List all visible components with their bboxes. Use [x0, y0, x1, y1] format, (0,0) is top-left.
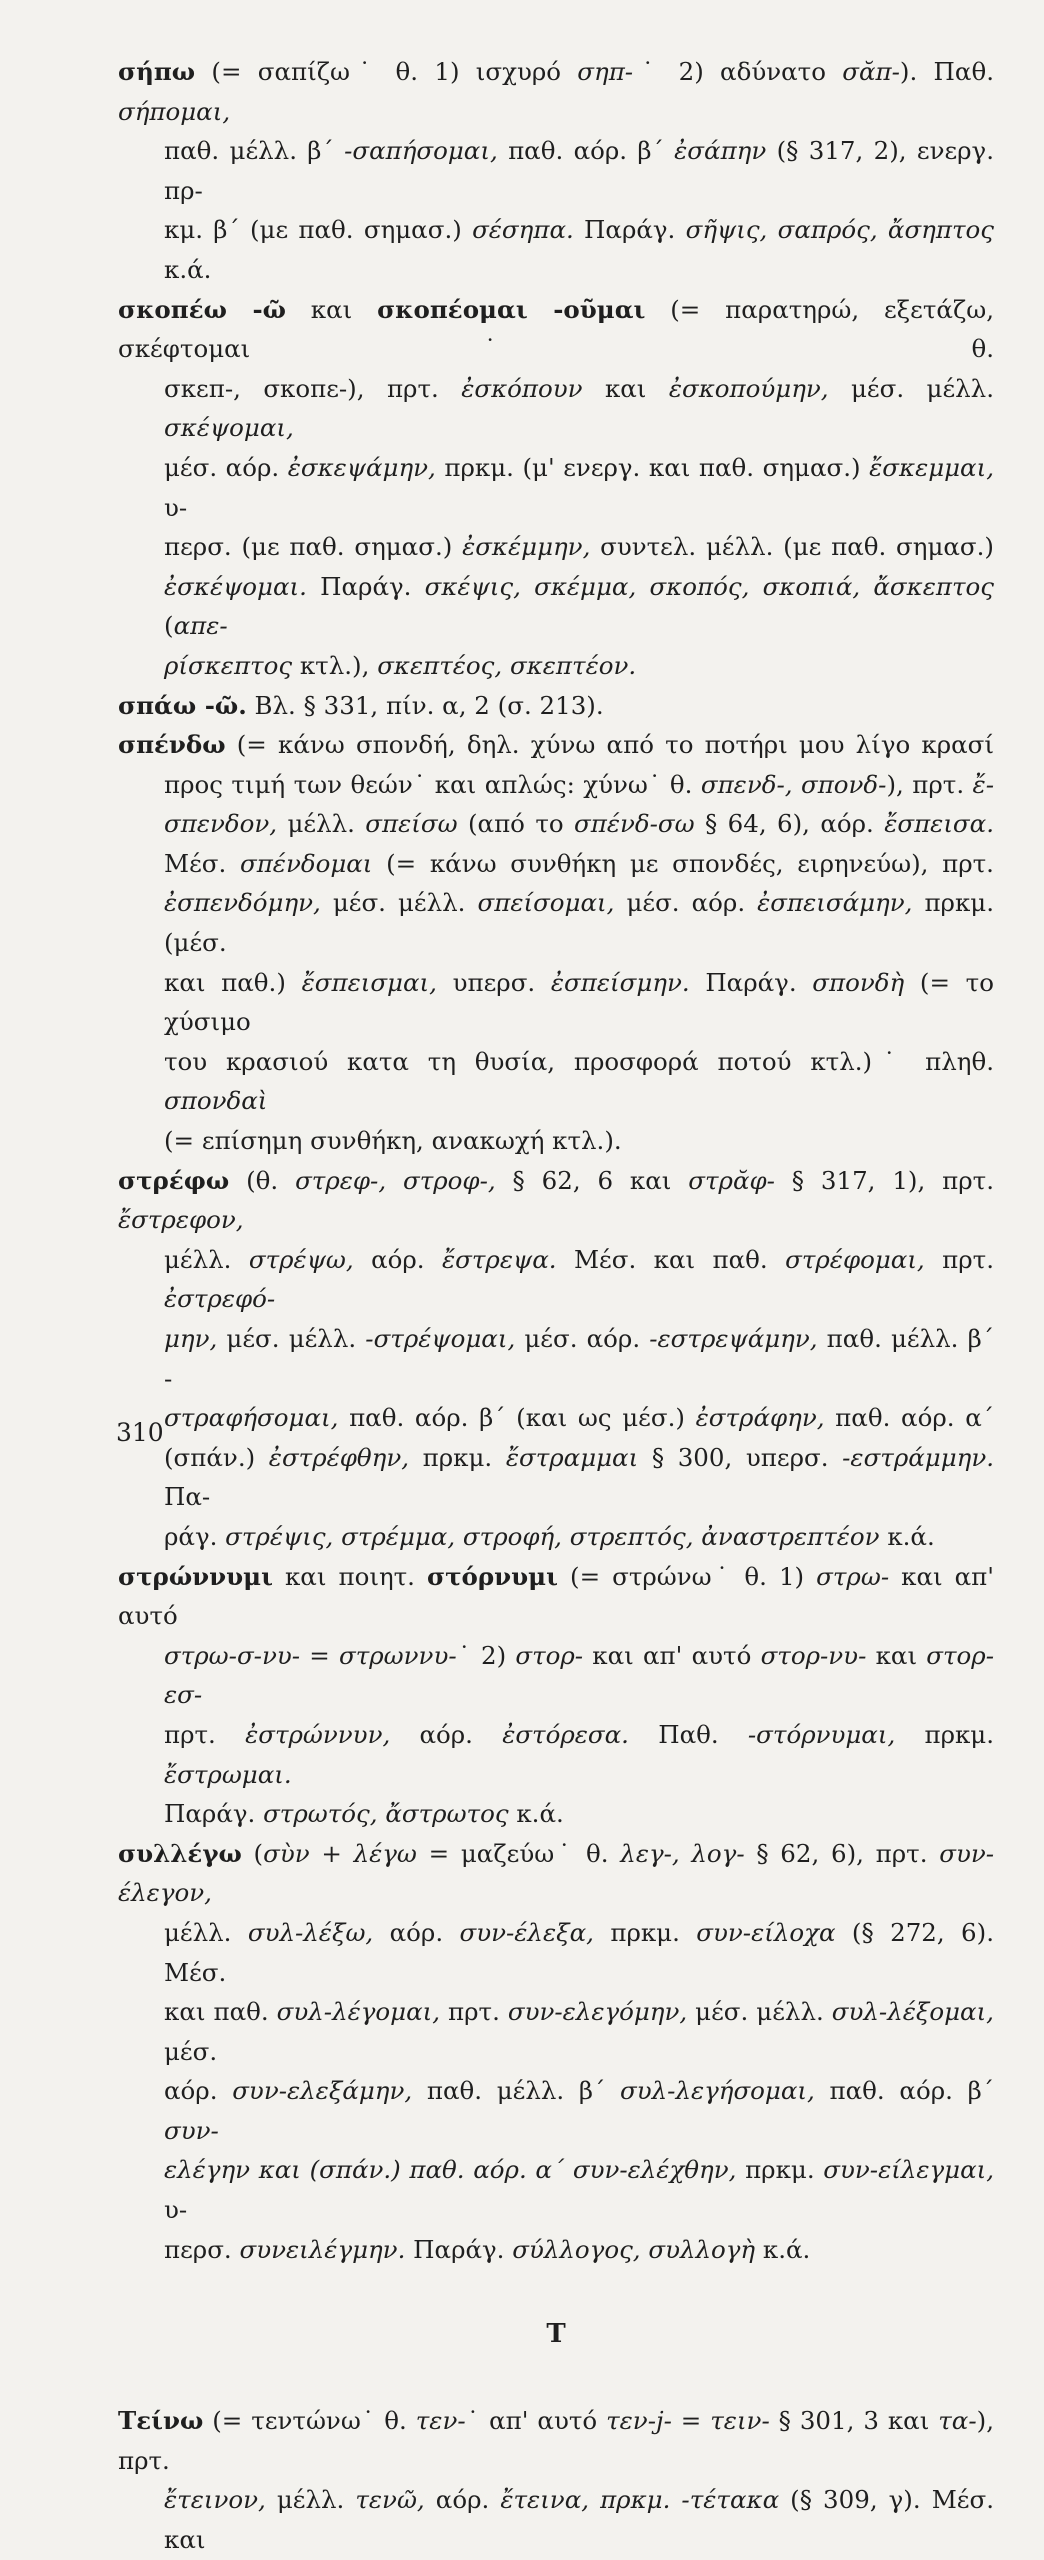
dictionary-entry — [118, 1834, 994, 2270]
entry-text: (§ 272, 6). Μέσ. — [164, 1917, 994, 1987]
entry-text: πρτ. — [440, 1997, 508, 2027]
entry-text: αόρ. — [353, 1244, 442, 1274]
entry-text: μέσ. αόρ. — [515, 1324, 650, 1353]
italic-form: -σαπήσομαι, — [344, 136, 498, 166]
italic-form: συν-ελεγόμην, — [507, 1997, 688, 2027]
entry-text: (§ 317, 2), ενεργ. πρ- — [164, 136, 994, 205]
entry-line — [118, 1517, 994, 1557]
entry-text: κτλ.), — [292, 650, 378, 680]
italic-form: ἔτεινα, πρκμ. -τέτακα — [500, 2485, 780, 2515]
italic-form: ἐσκοπούμην, — [668, 373, 829, 403]
entry-text: μέσ. μέλλ. — [320, 888, 478, 918]
entry-text: και απ' αυτό — [118, 1561, 995, 1631]
entry-line — [118, 844, 994, 884]
dictionary-entry — [118, 1161, 994, 1557]
dictionary-entry — [118, 2401, 994, 2559]
entry-line — [118, 369, 994, 448]
italic-form: ἔστραμμαι — [505, 1442, 639, 1472]
entry-text: ( — [241, 1838, 264, 1868]
italic-form: σπενδ-, σπονδ- — [700, 769, 887, 799]
headword: συλλέγω — [118, 1838, 242, 1868]
entry-text: Μέσ. — [164, 848, 240, 878]
entry-text: κμ. β΄ (με παθ. σημασ.) — [164, 215, 473, 245]
italic-form: συν-έλεγον, — [118, 1838, 995, 1908]
dictionary-entry — [118, 686, 994, 726]
italic-form: ἐσάπην — [674, 136, 767, 166]
entry-text: παθ. αόρ. β΄ — [497, 136, 675, 166]
entry-text: § 300, υπερσ. — [638, 1442, 843, 1472]
entry-text: και — [866, 1640, 927, 1670]
italic-form: στρέψις, στρέμμα, στροφή, στρεπτός, ἀναστρεπτέον — [225, 1521, 880, 1551]
entry-text: μέσ. μέλλ. — [828, 373, 994, 403]
italic-form: ἐσκέψομαι. — [164, 571, 307, 601]
entry-text: (= παρατηρώ, εξετάζω, σκέφτομαι˙ θ. — [118, 294, 994, 364]
entry-text: κ.ά. — [164, 254, 212, 284]
entry-text: (= το χύσιμο — [164, 967, 994, 1037]
headword: σκοπέομαι -οῦμαι — [377, 294, 646, 324]
entry-text: και ποιητ. — [272, 1561, 427, 1591]
entry-text: (= επίσημη συνθήκη, ανακωχή κτλ.). — [164, 1126, 622, 1156]
entry-text: (= στρώνω˙ θ. 1) — [557, 1561, 817, 1591]
entry-text: Παράγ. — [689, 967, 813, 997]
italic-form: -εστράμμην. — [842, 1442, 994, 1472]
entry-line — [118, 131, 994, 210]
italic-form: στρᾰφ- — [688, 1165, 775, 1195]
entry-line — [118, 1042, 994, 1121]
entry-text: αόρ. — [390, 1719, 503, 1749]
italic-form: στρω- — [816, 1561, 890, 1591]
entry-text: § 64, 6), αόρ. — [694, 809, 885, 839]
section-letter: Τ — [546, 2319, 566, 2350]
entry-line — [118, 448, 994, 527]
entry-text: αόρ. — [373, 1917, 460, 1947]
entry-text: μέλλ. — [265, 2485, 356, 2515]
italic-form: ἐστράφην, — [695, 1403, 825, 1433]
entry-text: Παράγ. — [164, 1799, 264, 1829]
italic-form: λεγ-, λογ- — [620, 1838, 745, 1868]
entry-line — [118, 567, 994, 646]
entry-line — [118, 1557, 994, 1636]
entry-text: μέσ. μέλλ. — [217, 1324, 366, 1353]
headword: σκοπέω -ῶ — [118, 294, 286, 324]
entry-text: αόρ. — [424, 2485, 501, 2515]
entry-line — [118, 765, 994, 805]
entry-line — [118, 2071, 994, 2150]
italic-form: στρέψω, — [248, 1244, 354, 1274]
italic-form: στορ- — [515, 1640, 584, 1670]
entry-text: ˙ απ' αυτό — [465, 2406, 607, 2436]
italic-form: ἐσπείσμην. — [550, 967, 690, 997]
entry-text: υ- — [164, 492, 188, 522]
italic-form: ἐσκέμμην, — [462, 532, 591, 562]
italic-form: στρεφ-, στροφ-, — [295, 1165, 496, 1195]
italic-form: ἐσπεισάμην, — [757, 888, 913, 918]
entry-line — [118, 1834, 994, 1913]
italic-form: σκεπτέος, σκεπτέον. — [377, 650, 637, 680]
entry-text: Πα- — [164, 1482, 211, 1512]
entry-text: Παράγ. — [405, 2234, 513, 2264]
entry-line — [118, 2480, 994, 2559]
entry-text: και παθ. — [164, 1997, 277, 2027]
entry-line — [118, 725, 994, 765]
italic-form: ἐστρώννυν, — [245, 1719, 391, 1749]
italic-form: σκέψις, σκέμμα, σκοπός, σκοπιά, ἄσκεπτος — [424, 571, 994, 601]
entry-text: (= κάνω σπονδή, δηλ. χύνω από το ποτήρι μου λίγο κρασί — [225, 730, 994, 760]
entry-text: Παράγ. — [306, 571, 425, 601]
italic-form: σπένδομαι — [239, 848, 373, 878]
entry-line — [118, 1715, 994, 1794]
entry-text: και απ' αυτό — [583, 1640, 761, 1670]
italic-form: συνειλέγμην. — [239, 2234, 406, 2264]
italic-form: σπείσω — [365, 809, 458, 839]
entry-text: αόρ. — [164, 2076, 233, 2106]
entry-text: (§ 309, γ). Μέσ. και — [164, 2485, 994, 2555]
entry-text: συντελ. μέλλ. (με παθ. σημασ.) — [590, 532, 994, 562]
headword: Τείνω — [118, 2406, 204, 2436]
italic-form: ἔτεινον, — [164, 2485, 266, 2515]
entry-text: μέλλ. — [164, 1244, 249, 1274]
entry-line — [118, 1240, 994, 1319]
entry-text: ). Παθ. — [899, 57, 994, 86]
entry-line — [118, 1794, 994, 1834]
italic-form: ἔσπεισα. — [884, 809, 994, 839]
dictionary-entry — [118, 725, 994, 1161]
italic-form: απε- — [173, 611, 228, 641]
entry-line — [118, 963, 994, 1042]
entry-text: ), πρτ. — [886, 769, 973, 799]
italic-form: στρέφομαι, — [785, 1244, 925, 1274]
entry-text: πρτ. — [924, 1244, 994, 1274]
italic-form: μην, — [164, 1324, 218, 1353]
italic-form: συλ-λέξω, — [247, 1917, 374, 1947]
entry-text: ), πρτ. — [118, 2406, 994, 2475]
italic-form: στραφήσομαι, — [164, 1403, 339, 1433]
italic-form: ἐστόρεσα. — [502, 1719, 629, 1749]
italic-form: σπονδὴ — [812, 967, 905, 997]
italic-form: συλ-λεγήσομαι, — [620, 2076, 815, 2106]
entry-text: παθ. μέλλ. β΄ — [164, 136, 345, 166]
italic-form: -εστρεψάμην, — [649, 1324, 818, 1353]
entry-text: Βλ. § 331, πίν. α, 2 (σ. 213). — [246, 690, 604, 720]
entry-text: μέσ. μέλλ. — [687, 1997, 832, 2027]
entry-text: πρκμ. — [409, 1442, 506, 1472]
entry-line — [118, 804, 994, 844]
entry-line — [118, 210, 994, 289]
italic-form: σκέψομαι, — [164, 413, 294, 443]
italic-form: στρω-σ-νυ- — [164, 1640, 301, 1670]
entry-text: πρκμ. (μ' ενεργ. και παθ. σημασ.) — [435, 452, 870, 482]
italic-form: σπονδαὶ — [164, 1086, 268, 1116]
entry-text: (= σαπίζω˙ θ. 1) ισχυρό — [195, 57, 578, 86]
italic-form: σπείσομαι, — [477, 888, 615, 918]
entry-line — [118, 290, 994, 369]
entry-text: μέλλ. — [277, 809, 366, 839]
entry-text: μέσ. — [164, 2036, 218, 2066]
entry-text: μέσ. αόρ. — [614, 888, 758, 918]
italic-form: ἔστρωμαι. — [164, 1759, 292, 1789]
entry-text: ˙ 2) — [456, 1640, 516, 1670]
entry-text: και — [285, 294, 378, 324]
entry-text: μέλλ. — [164, 1917, 248, 1947]
italic-form: ἐσκόπουν — [461, 373, 583, 403]
entry-line — [118, 1161, 994, 1240]
entry-text: Μέσ. και παθ. — [556, 1244, 786, 1274]
entry-text: ( — [164, 611, 174, 641]
entry-text: σκεπ-, σκοπε-), πρτ. — [164, 373, 462, 403]
entry-text: κ.ά. — [879, 1521, 935, 1551]
entry-text: ˙ 2) αδύνατο — [633, 57, 843, 86]
entry-text: = μαζεύω˙ θ. — [416, 1838, 621, 1868]
entry-text: και παθ.) — [164, 967, 302, 997]
italic-form: σέσηπα. — [472, 215, 574, 245]
entry-text: παθ. αόρ. β΄ (και ως μέσ.) — [338, 1403, 696, 1433]
italic-form: ελέγην και (σπάν.) παθ. αόρ. α΄ συν-ελέχθην, — [164, 2155, 737, 2185]
entry-line — [118, 686, 994, 726]
entry-text: πρτ. — [164, 1719, 246, 1749]
dictionary-page — [118, 52, 994, 2560]
italic-form: σῆψις, σαπρός, ἄσηπτος — [685, 215, 994, 245]
entry-line — [118, 883, 994, 962]
entry-line — [118, 1438, 994, 1517]
entry-text: + — [309, 1838, 354, 1868]
entry-text: Παθ. — [628, 1719, 748, 1749]
entry-text: § 317, 1), πρτ. — [774, 1165, 994, 1195]
entry-text: κ.ά. — [508, 1799, 564, 1829]
entry-text: § 62, 6 και — [495, 1165, 689, 1195]
dictionary-entry — [118, 52, 994, 290]
entry-text: πρκμ. — [736, 2155, 824, 2185]
italic-form: τεν-j- — [606, 2406, 672, 2436]
entry-line — [118, 1398, 994, 1438]
entry-line — [118, 1636, 994, 1715]
entry-text: § 62, 6), πρτ. — [744, 1838, 940, 1868]
entry-text: παθ. μέλλ. β΄ - — [164, 1324, 995, 1393]
entry-text: και — [582, 373, 669, 403]
italic-form: ἐσκεψάμην, — [287, 452, 436, 482]
italic-form: σπενδον, — [164, 809, 278, 839]
italic-form: ἔστρεψα. — [442, 1244, 557, 1274]
italic-form: τειν- — [710, 2406, 770, 2436]
entry-line — [118, 1992, 994, 2071]
entry-text: μέσ. αόρ. — [164, 452, 288, 482]
page-number: 310 — [116, 1418, 164, 1447]
headword: σπένδω — [118, 730, 226, 760]
entry-text: (θ. — [229, 1165, 296, 1195]
italic-form: στρωννυ- — [339, 1640, 457, 1670]
entry-text: περσ. — [164, 2234, 240, 2264]
italic-form: συν-ελεξάμην, — [232, 2076, 413, 2106]
entry-line — [118, 2230, 994, 2270]
headword: στρώννυμι — [118, 1561, 273, 1591]
entry-text: περσ. (με παθ. σημασ.) — [164, 532, 463, 562]
italic-form: ρίσκεπτος — [164, 650, 293, 680]
entry-text: = — [300, 1640, 339, 1670]
entry-text: υπερσ. — [436, 967, 551, 997]
entry-text: κ.ά. — [755, 2234, 811, 2264]
entry-line — [118, 52, 994, 131]
entry-text: Παράγ. — [573, 215, 686, 245]
entry-text: του κρασιού κατα τη θυσία, προσφορά ποτού κτλ.)˙ πληθ. — [164, 1046, 994, 1076]
headword: σήπω — [118, 57, 196, 86]
italic-form: συν-είλεγμαι, — [823, 2155, 995, 2185]
entry-line — [118, 1319, 994, 1398]
italic-form: τα- — [938, 2406, 977, 2436]
italic-form: σὺν — [263, 1838, 310, 1868]
italic-form: σπένδ-σω — [574, 809, 695, 839]
italic-form: συλ-λέξομαι, — [831, 1997, 994, 2027]
italic-form: -στόρνυμαι, — [747, 1719, 896, 1749]
italic-form: ἔσπεισμαι, — [301, 967, 437, 997]
entry-text: (από το — [457, 809, 575, 839]
dictionary-entry — [118, 1557, 994, 1834]
italic-form: τενῶ, — [355, 2485, 425, 2515]
entry-text: παθ. αόρ. α΄ — [824, 1403, 994, 1433]
entry-text: πρκμ. — [895, 1719, 995, 1749]
italic-form: ἐστρεφό- — [164, 1284, 276, 1314]
entry-line — [118, 2150, 994, 2229]
italic-form: συν-έλεξα, — [459, 1917, 594, 1947]
entry-line — [118, 1121, 994, 1161]
entry-text: § 301, 3 και — [769, 2406, 939, 2436]
italic-form: ἔστρεφον, — [118, 1205, 244, 1235]
entry-line — [118, 2401, 994, 2480]
italic-form: σᾰπ- — [842, 57, 900, 86]
italic-form: ἐστρέφθην, — [268, 1442, 410, 1472]
italic-form: τεν- — [415, 2406, 466, 2436]
entry-text: υ- — [164, 2195, 188, 2225]
entry-text: πρκμ. (μέσ. — [164, 888, 994, 958]
italic-form: σήπομαι, — [118, 96, 231, 126]
headword: στόρνυμι — [427, 1561, 558, 1591]
italic-form: στορ-νυ- — [760, 1640, 867, 1670]
italic-form: στρωτός, ἄστρωτος — [263, 1799, 509, 1829]
entry-text: παθ. αόρ. β΄ — [814, 2076, 994, 2106]
entry-line — [118, 527, 994, 567]
italic-form: σηπ- — [577, 57, 634, 86]
entry-text: πρκμ. — [593, 1917, 697, 1947]
entry-text: παθ. μέλλ. β΄ — [412, 2076, 621, 2106]
entry-line — [118, 646, 994, 686]
italic-form: συλ-λέγομαι, — [276, 1997, 441, 2027]
entry-text: ράγ. — [164, 1521, 226, 1551]
italic-form: συν- — [164, 2115, 219, 2145]
entry-text: προς τιμή των θεών˙ και απλώς: χύνω˙ θ. — [164, 769, 701, 799]
italic-form: στορ-εσ- — [164, 1640, 994, 1710]
italic-form: -στρέψομαι, — [365, 1324, 516, 1353]
entry-line — [118, 1913, 994, 1992]
entry-text: (= κάνω συνθήκη με σπονδές, ειρηνεύω), πρτ. — [372, 848, 994, 878]
italic-form: λέγω — [353, 1838, 417, 1868]
entry-text: (σπάν.) — [164, 1442, 269, 1472]
italic-form: ἔσκεμμαι, — [869, 452, 994, 482]
headword: στρέφω — [118, 1165, 230, 1195]
entry-text: = — [671, 2406, 711, 2436]
entry-text: (= τεντώνω˙ θ. — [203, 2406, 416, 2436]
headword: σπάω -ῶ. — [118, 690, 247, 720]
italic-form: ἔ- — [972, 769, 994, 799]
italic-form: συν-είλοχα — [696, 1917, 836, 1947]
italic-form: ἐσπενδόμην, — [164, 888, 321, 918]
dictionary-entry — [118, 290, 994, 686]
italic-form: σύλλογος, συλλογὴ — [512, 2234, 756, 2264]
